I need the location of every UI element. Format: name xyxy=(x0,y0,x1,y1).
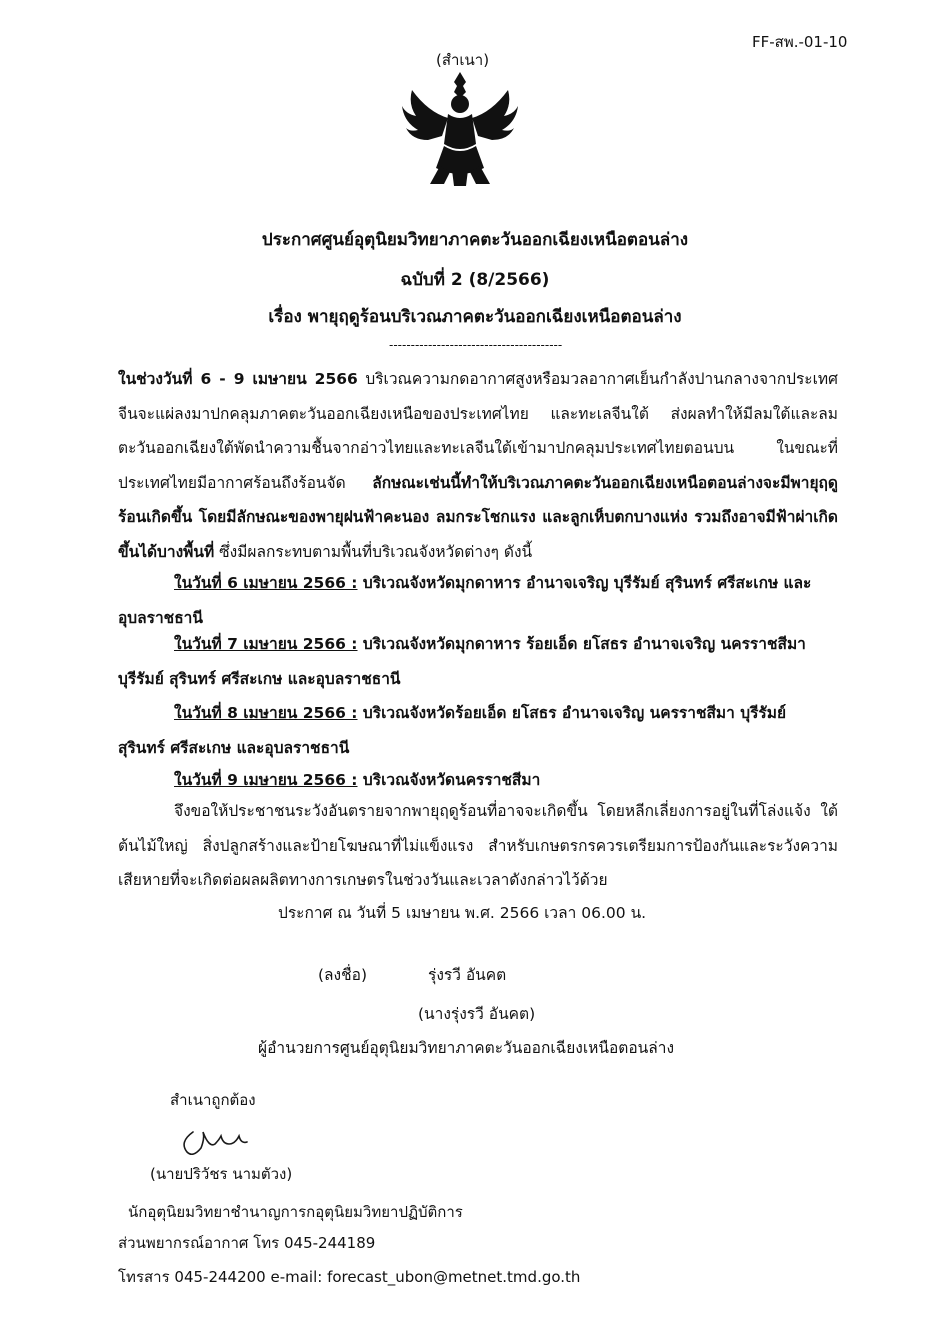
signature-prefix: (ลงชื่อ) xyxy=(318,966,367,984)
day-areas: บริเวณจังหวัดร้อยเอ็ด ยโสธร อำนาจเจริญ นครราชสีมา บุรีรัมย์ สุรินทร์ ศรีสะเกษ และอุบลราชธานี xyxy=(118,704,787,757)
day-areas: บริเวณจังหวัดมุกดาหาร ร้อยเอ็ด ยโสธร อำนาจเจริญ นครราชสีมา บุรีรัมย์ สุรินทร์ ศรีสะเกษ และอุบลราชธานี xyxy=(118,635,806,688)
document-code: FF-สพ.-01-10 xyxy=(752,33,848,51)
p1-bold-start: ในช่วงวันที่ 6 - 9 เมษายน 2566 xyxy=(118,370,358,388)
garuda-emblem-icon xyxy=(400,70,520,188)
signatory-full-name: (นางรุ่งรวี อันคต) xyxy=(418,1005,536,1023)
certifier-fax-email: โทรสาร 045-244200 e-mail: forecast_ubon@metnet.tmd.go.th xyxy=(118,1268,581,1286)
day-date: ในวันที่ 7 เมษายน 2566 : xyxy=(174,635,358,653)
announcement-date: ประกาศ ณ วันที่ 5 เมษายน พ.ศ. 2566 เวลา 06.00 น. xyxy=(278,904,647,922)
day-entry xyxy=(118,566,838,635)
signatory-name: รุ่งรวี อันคต xyxy=(428,966,507,984)
title-divider: ---------------------------------------- xyxy=(389,338,563,352)
day-areas: บริเวณจังหวัดมุกดาหาร อำนาจเจริญ บุรีรัมย์ สุรินทร์ ศรีสะเกษ และอุบลราชธานี xyxy=(118,574,812,627)
title-line-2: ฉบับที่ 2 (8/2566) xyxy=(400,270,550,290)
day-date: ในวันที่ 8 เมษายน 2566 : xyxy=(174,704,358,722)
signatory-position: ผู้อำนวยการศูนย์อุตุนิยมวิทยาภาคตะวันออกเฉียงเหนือตอนล่าง xyxy=(258,1039,675,1057)
title-line-1: ประกาศศูนย์อุตุนิยมวิทยาภาคตะวันออกเฉียงเหนือตอนล่าง xyxy=(261,230,689,250)
certifier-name: (นายปริวัชร นามตัวง) xyxy=(150,1165,293,1183)
p1-end: ซึ่งมีผลกระทบตามพื้นที่บริเวณจังหวัดต่างๆ ดังนี้ xyxy=(214,542,533,561)
day-date: ในวันที่ 6 เมษายน 2566 : xyxy=(174,574,358,592)
certifier-unit-phone: ส่วนพยากรณ์อากาศ โทร 045-244189 xyxy=(118,1234,376,1252)
body-paragraph-1 xyxy=(118,362,838,570)
day-entry xyxy=(118,696,838,765)
handwritten-signature xyxy=(175,1118,265,1162)
title-line-3: เรื่อง พายุฤดูร้อนบริเวณภาคตะวันออกเฉียงเหนือตอนล่าง xyxy=(268,307,682,327)
day-entry xyxy=(118,763,838,798)
day-entry xyxy=(118,627,838,696)
p1-text: บริเวณความกดอากาศสูงหรือมวลอากาศเย็นกำลังปานกลางจากประเทศจีนจะแผ่ลงมาปกคลุมภาคตะวันออกเฉียงเหนือของประเทศไทย และทะเลจีนใต้ ส่งผลทำให้มีลมใต้และลมตะวันออกเฉียงใต้พัดนำความชื้นจากอ่าวไทยและทะเลจีนใต้เข้ามาปกคลุมประเทศไทยตอนบน ในขณะที่ประเทศไทยมีอากาศร้อนถึงร้อนจัด xyxy=(118,370,838,492)
copy-mark: (สำเนา) xyxy=(436,51,490,69)
certified-copy-label: สำเนาถูกต้อง xyxy=(170,1091,256,1109)
p1-bold-mid: ลักษณะเช่นนี้ทำให้บริเวณภาคตะวันออกเฉียงเหนือตอนล่างจะมีพายุฤดูร้อนเกิดขึ้น โดยมีลักษณะของพายุฝนฟ้าคะนอง ลมกระโชกแรง และลูกเห็บตกบางแห่ง รวมถึงอาจมีฟ้าผ่าเกิดขึ้นได้บางพื้นที่ xyxy=(118,473,838,561)
day-areas: บริเวณจังหวัดนครราชสีมา xyxy=(357,771,541,789)
certifier-position: นักอุตุนิยมวิทยาชำนาญการกอุตุนิยมวิทยาปฏิบัติการ xyxy=(128,1203,463,1221)
day-date: ในวันที่ 9 เมษายน 2566 : xyxy=(174,771,358,789)
body-paragraph-2: จึงขอให้ประชาชนระวังอันตรายจากพายุฤดูร้อนที่อาจจะเกิดขึ้น โดยหลีกเลี่ยงการอยู่ในที่โล่งแจ้ง ใต้ต้นไม้ใหญ่ สิ่งปลูกสร้างและป้ายโฆษณาที่ไม่แข็งแรง สำหรับเกษตรกรควรเตรียมการป้องกันและระวังความเสียหายที่จะเกิดต่อผลผลิตทางการเกษตรในช่วงวันและเวลาดังกล่าวไว้ด้วย xyxy=(118,802,838,890)
